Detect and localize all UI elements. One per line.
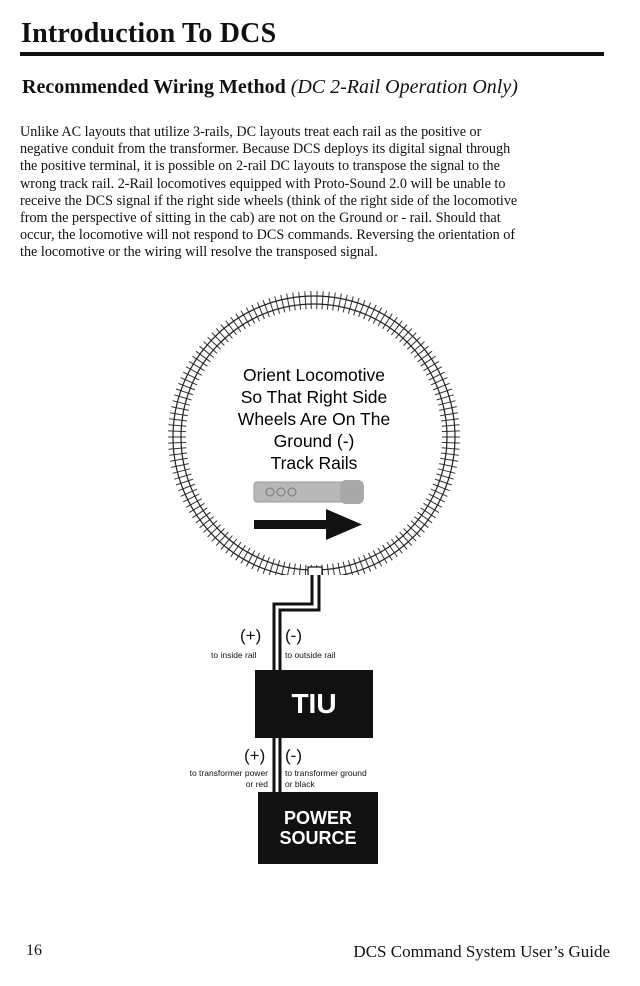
tiu-box: [255, 670, 373, 738]
intro-line: from the perspective of sitting in the cab) are not on the Ground or - rail. Should that: [20, 210, 501, 227]
transformer-minus-caption: [285, 768, 367, 790]
power-source-label-line: SOURCE: [279, 828, 357, 848]
transformer-plus-caption: [170, 768, 268, 790]
track-minus-caption: to outside rail: [285, 650, 336, 660]
guide-title: DCS Command System User’s Guide: [353, 942, 610, 961]
intro-line: occur, the locomotive will not respond to DCS commands. Reversing the orientation of: [20, 227, 516, 244]
transformer-minus-caption-line: or black: [285, 779, 315, 789]
intro-line: the positive terminal, it is possible on 2-rail DC layouts to transpose the signal to the: [20, 158, 500, 175]
track-plus-label: (+): [240, 626, 262, 645]
section-heading-sub: (DC 2-Rail Operation Only): [290, 76, 518, 98]
intro-line: receive the DCS signal if the right side wheels (think of the right side of the locomotive: [20, 192, 518, 209]
intro-line: Unlike AC layouts that utilize 3-rails, DC layouts treat each rail as the positive or: [20, 124, 482, 140]
section-heading-main: Recommended Wiring Method: [22, 76, 286, 98]
loop-text-line: Ground (-): [273, 431, 355, 451]
transformer-plus-caption-line: or red: [245, 779, 268, 789]
track-minus-label: (-): [285, 626, 302, 645]
transformer-plus-caption-line: to transformer power: [189, 768, 268, 778]
intro-line: the locomotive or the wiring will resolve the transposed signal.: [20, 244, 378, 261]
transformer-minus-label: (-): [285, 746, 302, 765]
loop-text-line: So That Right Side: [240, 387, 388, 407]
loop-text-line: Orient Locomotive: [242, 365, 386, 385]
page-title: Introduction To DCS: [21, 18, 277, 49]
loop-text-line: Track Rails: [270, 453, 358, 473]
loop-text-line: Wheels Are On The: [237, 409, 391, 429]
page-number: 16: [26, 942, 42, 959]
intro-line: negative conduit from the transformer. Because DCS deploys its digital signal through: [20, 141, 511, 158]
transformer-plus-label: (+): [244, 746, 266, 765]
intro-line: wrong track rail. 2-Rail locomotives equipped with Proto-Sound 2.0 will be unable to: [20, 175, 506, 192]
track-plus-caption: to inside rail: [211, 650, 257, 660]
power-source-box: [258, 792, 378, 864]
transformer-minus-caption-line: to transformer ground: [285, 768, 367, 778]
tiu-label: TIU: [291, 688, 337, 719]
power-source-label-line: POWER: [283, 808, 352, 828]
